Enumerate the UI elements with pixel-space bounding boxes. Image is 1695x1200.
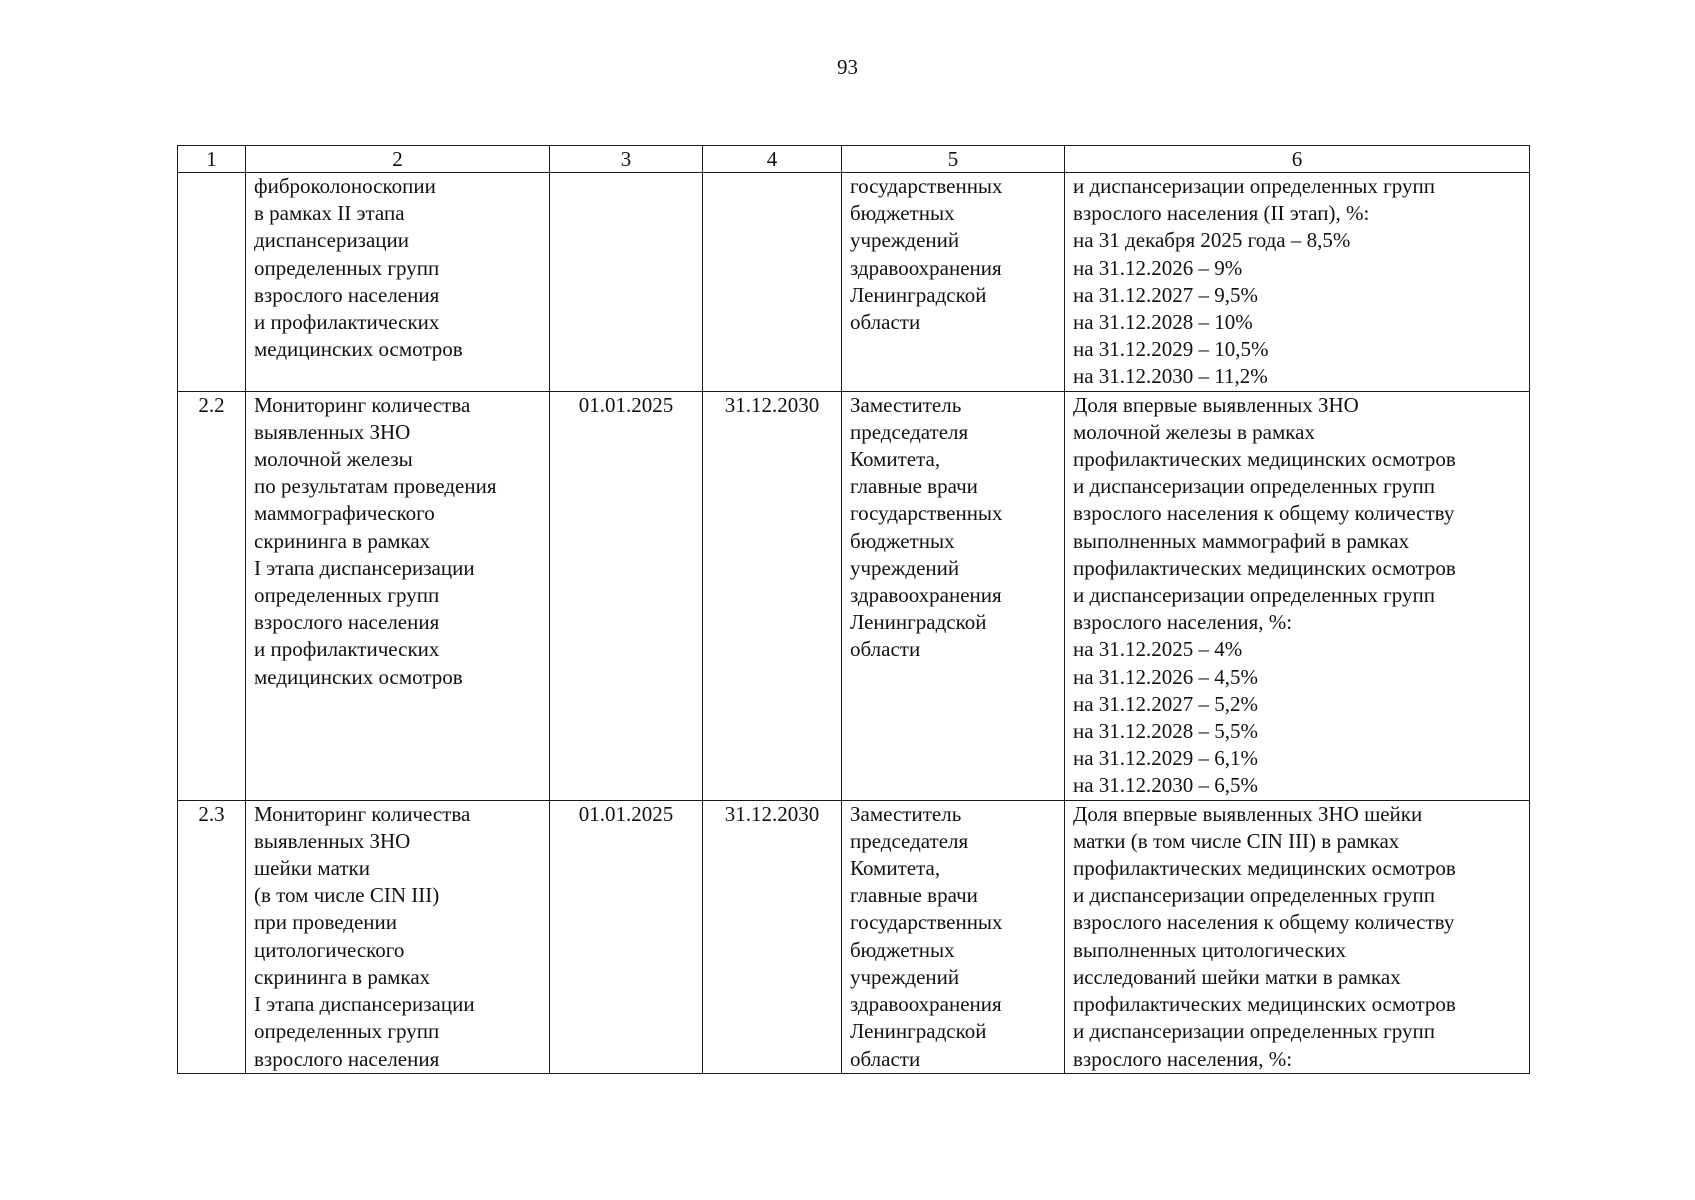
table-row [178, 800, 1530, 1073]
column-header: 6 [1065, 146, 1530, 173]
responsible-party: государственных бюджетных учреждений здравоохранения Ленинградской области [842, 173, 1065, 392]
item-number: 2.2 [178, 391, 246, 800]
target-indicator: Доля впервые выявленных ЗНО молочной железы в рамках профилактических медицинских осмотров и диспансеризации определенных групп взрослого населения к общему количеству выполненных маммографий в рамках профилактических медицинских осмотров и диспансеризации определенных групп взрослого населения, %: на 31.12.2025 – 4% на 31.12.2026 – 4,5% на 31.12.2027 – 5,2% на 31.12.2028 – 5,5% на 31.12.2029 – 6,1% на 31.12.2030 – 6,5% [1065, 391, 1530, 800]
column-header: 5 [842, 146, 1065, 173]
end-date: 31.12.2030 [703, 800, 842, 1073]
end-date: 31.12.2030 [703, 391, 842, 800]
item-number [178, 173, 246, 392]
responsible-party: Заместитель председателя Комитета, главные врачи государственных бюджетных учреждений здравоохранения Ленинградской области [842, 800, 1065, 1073]
measure-description: Мониторинг количества выявленных ЗНО молочной железы по результатам проведения маммографического скрининга в рамках I этапа диспансеризации определенных групп взрослого населения и профилактических медицинских осмотров [246, 391, 550, 800]
column-header: 2 [246, 146, 550, 173]
start-date: 01.01.2025 [550, 800, 703, 1073]
column-number-row [178, 146, 1530, 173]
page-number: 93 [837, 55, 858, 79]
table-row [178, 173, 1530, 392]
target-indicator: и диспансеризации определенных групп взрослого населения (II этап), %: на 31 декабря 2025 года – 8,5% на 31.12.2026 – 9% на 31.12.2027 – 9,5% на 31.12.2028 – 10% на 31.12.2029 – 10,5% на 31.12.2030 – 11,2% [1065, 173, 1530, 392]
column-header: 3 [550, 146, 703, 173]
item-number: 2.3 [178, 800, 246, 1073]
target-indicator: Доля впервые выявленных ЗНО шейки матки (в том числе CIN III) в рамках профилактических медицинских осмотров и диспансеризации определенных групп взрослого населения к общему количеству выполненных цитологических исследований шейки матки в рамках профилактических медицинских осмотров и диспансеризации определенных групп взрослого населения, %: [1065, 800, 1530, 1073]
column-header: 4 [703, 146, 842, 173]
measure-description: Мониторинг количества выявленных ЗНО шейки матки (в том числе CIN III) при проведении цитологического скрининга в рамках I этапа диспансеризации определенных групп взрослого населения [246, 800, 550, 1073]
end-date [703, 173, 842, 392]
column-header: 1 [178, 146, 246, 173]
measure-description: фиброколоноскопии в рамках II этапа диспансеризации определенных групп взрослого населения и профилактических медицинских осмотров [246, 173, 550, 392]
table-row [178, 391, 1530, 800]
plan-table [177, 145, 1530, 1074]
start-date: 01.01.2025 [550, 391, 703, 800]
start-date [550, 173, 703, 392]
responsible-party: Заместитель председателя Комитета, главные врачи государственных бюджетных учреждений здравоохранения Ленинградской области [842, 391, 1065, 800]
